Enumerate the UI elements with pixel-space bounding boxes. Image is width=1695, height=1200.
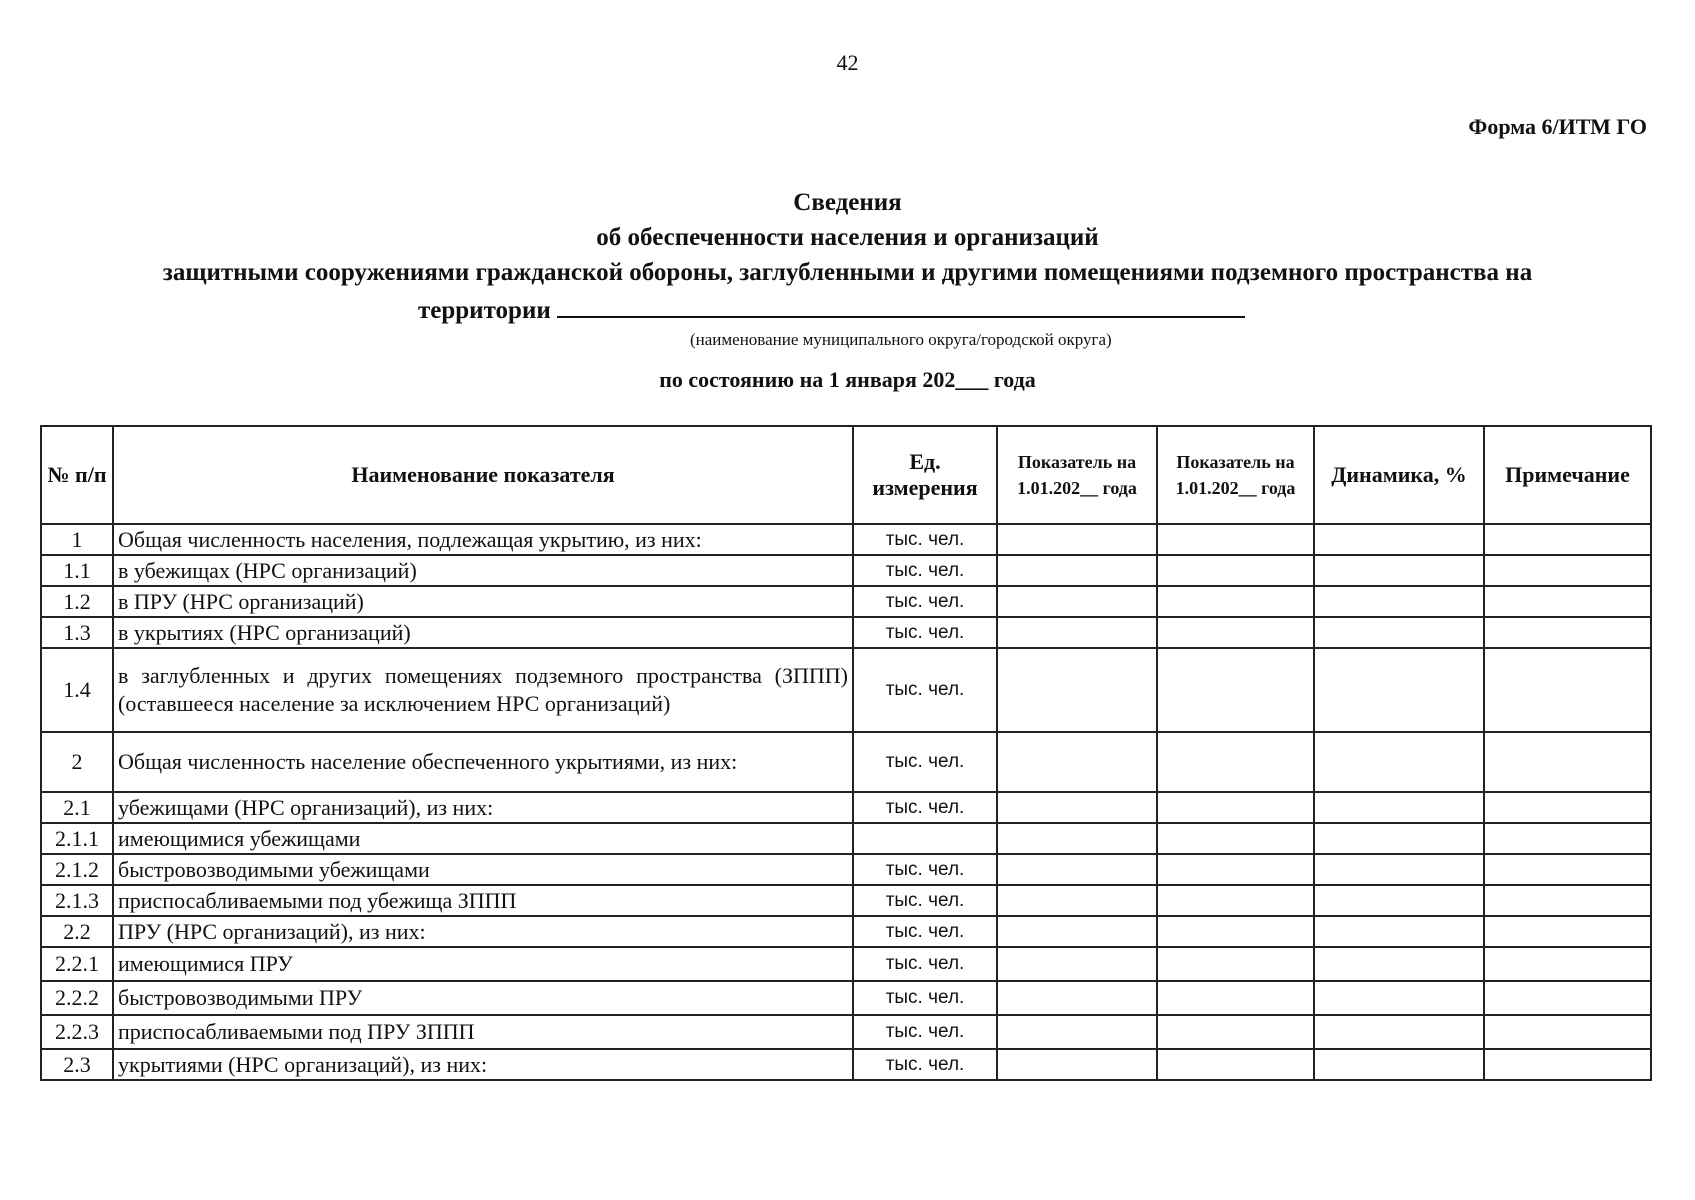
value-2-cell[interactable] [1157,981,1314,1015]
row-unit: тыс. чел. [853,916,997,947]
value-2-cell[interactable] [1157,823,1314,854]
value-2-cell[interactable] [1157,732,1314,792]
value-1-cell[interactable] [997,648,1157,732]
row-num: 1.3 [41,617,113,648]
row-name: приспосабливаемыми под убежища ЗППП [113,885,853,916]
value-2-cell[interactable] [1157,524,1314,555]
row-unit: тыс. чел. [853,1015,997,1049]
title-line-3: защитными сооружениями гражданской обороны, заглубленными и другими помещениями подземного пространства на [162,259,1533,286]
row-name: имеющимися убежищами [113,823,853,854]
row-unit: тыс. чел. [853,586,997,617]
note-cell[interactable] [1484,586,1651,617]
table-header-row [41,426,1651,524]
row-unit: тыс. чел. [853,885,997,916]
row-num: 2.2.3 [41,1015,113,1049]
value-2-cell[interactable] [1157,1015,1314,1049]
title-line-1: Сведения [793,189,902,216]
dynamics-cell[interactable] [1314,1049,1484,1080]
table-row [41,854,1651,885]
dynamics-cell[interactable] [1314,586,1484,617]
value-1-cell[interactable] [997,586,1157,617]
value-1-cell[interactable] [997,947,1157,981]
row-num: 1 [41,524,113,555]
note-cell[interactable] [1484,648,1651,732]
note-cell[interactable] [1484,916,1651,947]
dynamics-cell[interactable] [1314,524,1484,555]
table-row [41,1049,1651,1080]
value-1-cell[interactable] [997,823,1157,854]
document-title [0,185,1695,290]
row-num: 1.1 [41,555,113,586]
dynamics-cell[interactable] [1314,555,1484,586]
value-1-cell[interactable] [997,617,1157,648]
table-row [41,916,1651,947]
table-row [41,823,1651,854]
note-cell[interactable] [1484,792,1651,823]
value-1-cell[interactable] [997,885,1157,916]
row-unit: тыс. чел. [853,854,997,885]
row-num: 2 [41,732,113,792]
value-1-cell[interactable] [997,555,1157,586]
row-name: приспосабливаемыми под ПРУ ЗППП [113,1015,853,1049]
row-name: быстровозводимыми убежищами [113,854,853,885]
row-num: 2.3 [41,1049,113,1080]
dynamics-cell[interactable] [1314,854,1484,885]
row-unit: тыс. чел. [853,1049,997,1080]
value-2-cell[interactable] [1157,792,1314,823]
value-2-cell[interactable] [1157,947,1314,981]
note-cell[interactable] [1484,981,1651,1015]
table-row [41,792,1651,823]
row-num: 1.4 [41,648,113,732]
table-row [41,524,1651,555]
dynamics-cell[interactable] [1314,981,1484,1015]
row-name: в заглубленных и других помещениях подземного пространства (ЗППП) (оставшееся население за исключением НРС организаций) [113,648,853,732]
row-name: в укрытиях (НРС организаций) [113,617,853,648]
row-unit: тыс. чел. [853,555,997,586]
territory-label: территории [418,297,551,324]
dynamics-cell[interactable] [1314,648,1484,732]
row-name: в ПРУ (НРС организаций) [113,586,853,617]
value-2-cell[interactable] [1157,617,1314,648]
row-num: 2.1.2 [41,854,113,885]
table-row [41,947,1651,981]
page-number: 42 [836,50,859,75]
note-cell[interactable] [1484,732,1651,792]
dynamics-cell[interactable] [1314,732,1484,792]
header-unit: Ед. измерения [853,426,997,524]
header-value-1: Показатель на 1.01.202__ года [997,426,1157,524]
note-cell[interactable] [1484,555,1651,586]
note-cell[interactable] [1484,823,1651,854]
dynamics-cell[interactable] [1314,792,1484,823]
value-2-cell[interactable] [1157,586,1314,617]
note-cell[interactable] [1484,854,1651,885]
row-name: ПРУ (НРС организаций), из них: [113,916,853,947]
dynamics-cell[interactable] [1314,823,1484,854]
value-2-cell[interactable] [1157,916,1314,947]
note-cell[interactable] [1484,947,1651,981]
row-num: 2.2.1 [41,947,113,981]
value-2-cell[interactable] [1157,885,1314,916]
territory-line [418,294,1245,325]
row-num: 2.2 [41,916,113,947]
value-1-cell[interactable] [997,981,1157,1015]
territory-blank-field[interactable] [557,294,1245,318]
row-num: 1.2 [41,586,113,617]
note-cell[interactable] [1484,1049,1651,1080]
header-value-2: Показатель на 1.01.202__ года [1157,426,1314,524]
value-1-cell[interactable] [997,1015,1157,1049]
date-line: по состоянию на 1 января 202___ года [659,367,1036,392]
row-unit: тыс. чел. [853,947,997,981]
row-num: 2.1.3 [41,885,113,916]
dynamics-cell[interactable] [1314,617,1484,648]
row-name: укрытиями (НРС организаций), из них: [113,1049,853,1080]
table-row [41,732,1651,792]
value-1-cell[interactable] [997,916,1157,947]
table-row [41,617,1651,648]
note-cell[interactable] [1484,885,1651,916]
row-num: 2.2.2 [41,981,113,1015]
row-num: 2.1 [41,792,113,823]
value-2-cell[interactable] [1157,854,1314,885]
value-2-cell[interactable] [1157,1049,1314,1080]
dynamics-cell[interactable] [1314,1015,1484,1049]
value-1-cell[interactable] [997,524,1157,555]
value-2-cell[interactable] [1157,555,1314,586]
row-name: Общая численность население обеспеченного укрытиями, из них: [113,732,853,792]
note-cell[interactable] [1484,1015,1651,1049]
value-1-cell[interactable] [997,854,1157,885]
value-1-cell[interactable] [997,1049,1157,1080]
row-name: Общая численность населения, подлежащая укрытию, из них: [113,524,853,555]
table-row [41,648,1651,732]
row-unit: тыс. чел. [853,648,997,732]
note-cell[interactable] [1484,617,1651,648]
note-cell[interactable] [1484,524,1651,555]
row-name: имеющимися ПРУ [113,947,853,981]
row-unit: тыс. чел. [853,524,997,555]
dynamics-cell[interactable] [1314,885,1484,916]
row-unit: тыс. чел. [853,617,997,648]
value-1-cell[interactable] [997,732,1157,792]
row-unit: тыс. чел. [853,792,997,823]
table-row [41,1015,1651,1049]
dynamics-cell[interactable] [1314,916,1484,947]
form-id: Форма 6/ИТМ ГО [1468,114,1647,139]
header-name: Наименование показателя [113,426,853,524]
header-num: № п/п [41,426,113,524]
table-row [41,981,1651,1015]
row-unit: тыс. чел. [853,981,997,1015]
table-row [41,586,1651,617]
row-name: убежищами (НРС организаций), из них: [113,792,853,823]
title-line-2: об обеспеченности населения и организаций [596,224,1099,251]
dynamics-cell[interactable] [1314,947,1484,981]
table-row [41,885,1651,916]
table-row [41,555,1651,586]
row-unit [853,823,997,854]
row-name: в убежищах (НРС организаций) [113,555,853,586]
header-note: Примечание [1484,426,1651,524]
row-num: 2.1.1 [41,823,113,854]
header-dynamics: Динамика, % [1314,426,1484,524]
row-unit: тыс. чел. [853,732,997,792]
row-name: быстровозводимыми ПРУ [113,981,853,1015]
value-1-cell[interactable] [997,792,1157,823]
value-2-cell[interactable] [1157,648,1314,732]
indicators-table [40,425,1652,1081]
territory-caption: (наименование муниципального округа/городской округа) [690,330,1112,349]
